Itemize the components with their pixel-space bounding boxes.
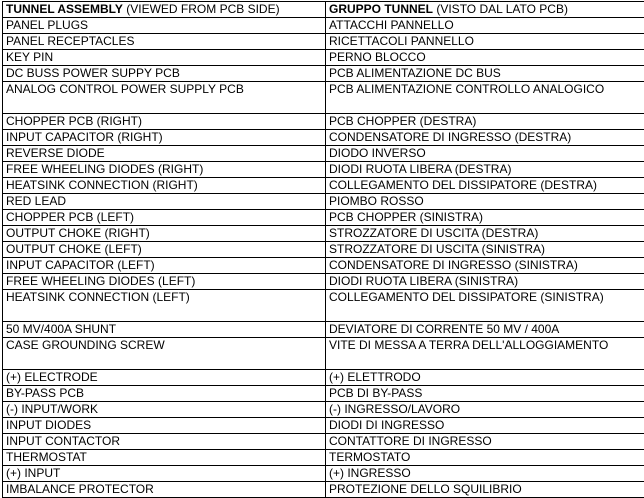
italian-term: STROZZATORE DI USCITA (DESTRA) (326, 226, 644, 242)
italian-term: STROZZATORE DI USCITA (SINISTRA) (326, 242, 644, 258)
table-row (3, 450, 644, 466)
table-row (3, 50, 644, 66)
italian-term: (+) INGRESSO (326, 466, 644, 482)
italian-term: CONDENSATORE DI INGRESSO (DESTRA) (326, 130, 644, 146)
header-english (3, 2, 326, 18)
italian-term: DEVIATORE DI CORRENTE 50 MV / 400A (326, 322, 644, 338)
english-term: (+) INPUT (3, 466, 326, 482)
english-term: THERMOSTAT (3, 450, 326, 466)
italian-term: DIODI RUOTA LIBERA (SINISTRA) (326, 274, 644, 290)
table-row (3, 82, 644, 114)
english-term: FREE WHEELING DIODES (RIGHT) (3, 162, 326, 178)
table-row (3, 274, 644, 290)
english-term: HEATSINK CONNECTION (LEFT) (3, 290, 326, 322)
english-term: ANALOG CONTROL POWER SUPPLY PCB (3, 82, 326, 114)
table-row (3, 226, 644, 242)
italian-term: (+) ELETTRODO (326, 370, 644, 386)
italian-term: PCB CHOPPER (SINISTRA) (326, 210, 644, 226)
english-term: DC BUSS POWER SUPPY PCB (3, 66, 326, 82)
italian-term: PCB ALIMENTAZIONE DC BUS (326, 66, 644, 82)
english-term: CHOPPER PCB (LEFT) (3, 210, 326, 226)
table-row (3, 130, 644, 146)
italian-term: PCB ALIMENTAZIONE CONTROLLO ANALOGICO (326, 82, 644, 114)
italian-term: CONDENSATORE DI INGRESSO (SINISTRA) (326, 258, 644, 274)
italian-term: (-) INGRESSO/LAVORO (326, 402, 644, 418)
english-term: INPUT CONTACTOR (3, 434, 326, 450)
english-term: KEY PIN (3, 50, 326, 66)
italian-term: COLLEGAMENTO DEL DISSIPATORE (DESTRA) (326, 178, 644, 194)
table-row (3, 434, 644, 450)
header-english-note: (VIEWED FROM PCB SIDE) (123, 2, 280, 16)
english-term: INPUT DIODES (3, 418, 326, 434)
english-term: REVERSE DIODE (3, 146, 326, 162)
italian-term: VITE DI MESSA A TERRA DELL'ALLOGGIAMENTO (326, 338, 644, 370)
english-term: (+) ELECTRODE (3, 370, 326, 386)
italian-term: RICETTACOLI PANNELLO (326, 34, 644, 50)
italian-term: PROTEZIONE DELLO SQUILIBRIO (326, 482, 644, 498)
table-row (3, 66, 644, 82)
english-term: CASE GROUNDING SCREW (3, 338, 326, 370)
table-row (3, 386, 644, 402)
english-term: OUTPUT CHOKE (LEFT) (3, 242, 326, 258)
table-row (3, 34, 644, 50)
table-row (3, 322, 644, 338)
italian-term: DIODO INVERSO (326, 146, 644, 162)
table-row (3, 370, 644, 386)
italian-term: COLLEGAMENTO DEL DISSIPATORE (SINISTRA) (326, 290, 644, 322)
table-row (3, 146, 644, 162)
table-row (3, 338, 644, 370)
italian-term: PCB DI BY-PASS (326, 386, 644, 402)
table-row (3, 466, 644, 482)
english-term: HEATSINK CONNECTION (RIGHT) (3, 178, 326, 194)
table-header-row (3, 2, 644, 18)
header-english-title: TUNNEL ASSEMBLY (6, 2, 123, 16)
table-row (3, 418, 644, 434)
italian-term: PCB CHOPPER (DESTRA) (326, 114, 644, 130)
italian-term: TERMOSTATO (326, 450, 644, 466)
parts-translation-table (2, 1, 644, 498)
table-row (3, 114, 644, 130)
english-term: RED LEAD (3, 194, 326, 210)
english-term: IMBALANCE PROTECTOR (3, 482, 326, 498)
english-term: PANEL RECEPTACLES (3, 34, 326, 50)
english-term: OUTPUT CHOKE (RIGHT) (3, 226, 326, 242)
table-row (3, 482, 644, 498)
table-row (3, 402, 644, 418)
english-term: BY-PASS PCB (3, 386, 326, 402)
header-italian-title: GRUPPO TUNNEL (329, 2, 433, 16)
english-term: INPUT CAPACITOR (LEFT) (3, 258, 326, 274)
table-row (3, 18, 644, 34)
italian-term: DIODI RUOTA LIBERA (DESTRA) (326, 162, 644, 178)
italian-term: PIOMBO ROSSO (326, 194, 644, 210)
italian-term: ATTACCHI PANNELLO (326, 18, 644, 34)
english-term: FREE WHEELING DIODES (LEFT) (3, 274, 326, 290)
header-italian-note: (VISTO DAL LATO PCB) (433, 2, 568, 16)
italian-term: DIODI DI INGRESSO (326, 418, 644, 434)
table-row (3, 162, 644, 178)
table-row (3, 290, 644, 322)
table-row (3, 178, 644, 194)
english-term: (-) INPUT/WORK (3, 402, 326, 418)
italian-term: PERNO BLOCCO (326, 50, 644, 66)
english-term: CHOPPER PCB (RIGHT) (3, 114, 326, 130)
table-row (3, 210, 644, 226)
table-row (3, 194, 644, 210)
table-row (3, 242, 644, 258)
english-term: 50 MV/400A SHUNT (3, 322, 326, 338)
table-row (3, 258, 644, 274)
header-italian (326, 2, 644, 18)
english-term: INPUT CAPACITOR (RIGHT) (3, 130, 326, 146)
english-term: PANEL PLUGS (3, 18, 326, 34)
italian-term: CONTATTORE DI INGRESSO (326, 434, 644, 450)
